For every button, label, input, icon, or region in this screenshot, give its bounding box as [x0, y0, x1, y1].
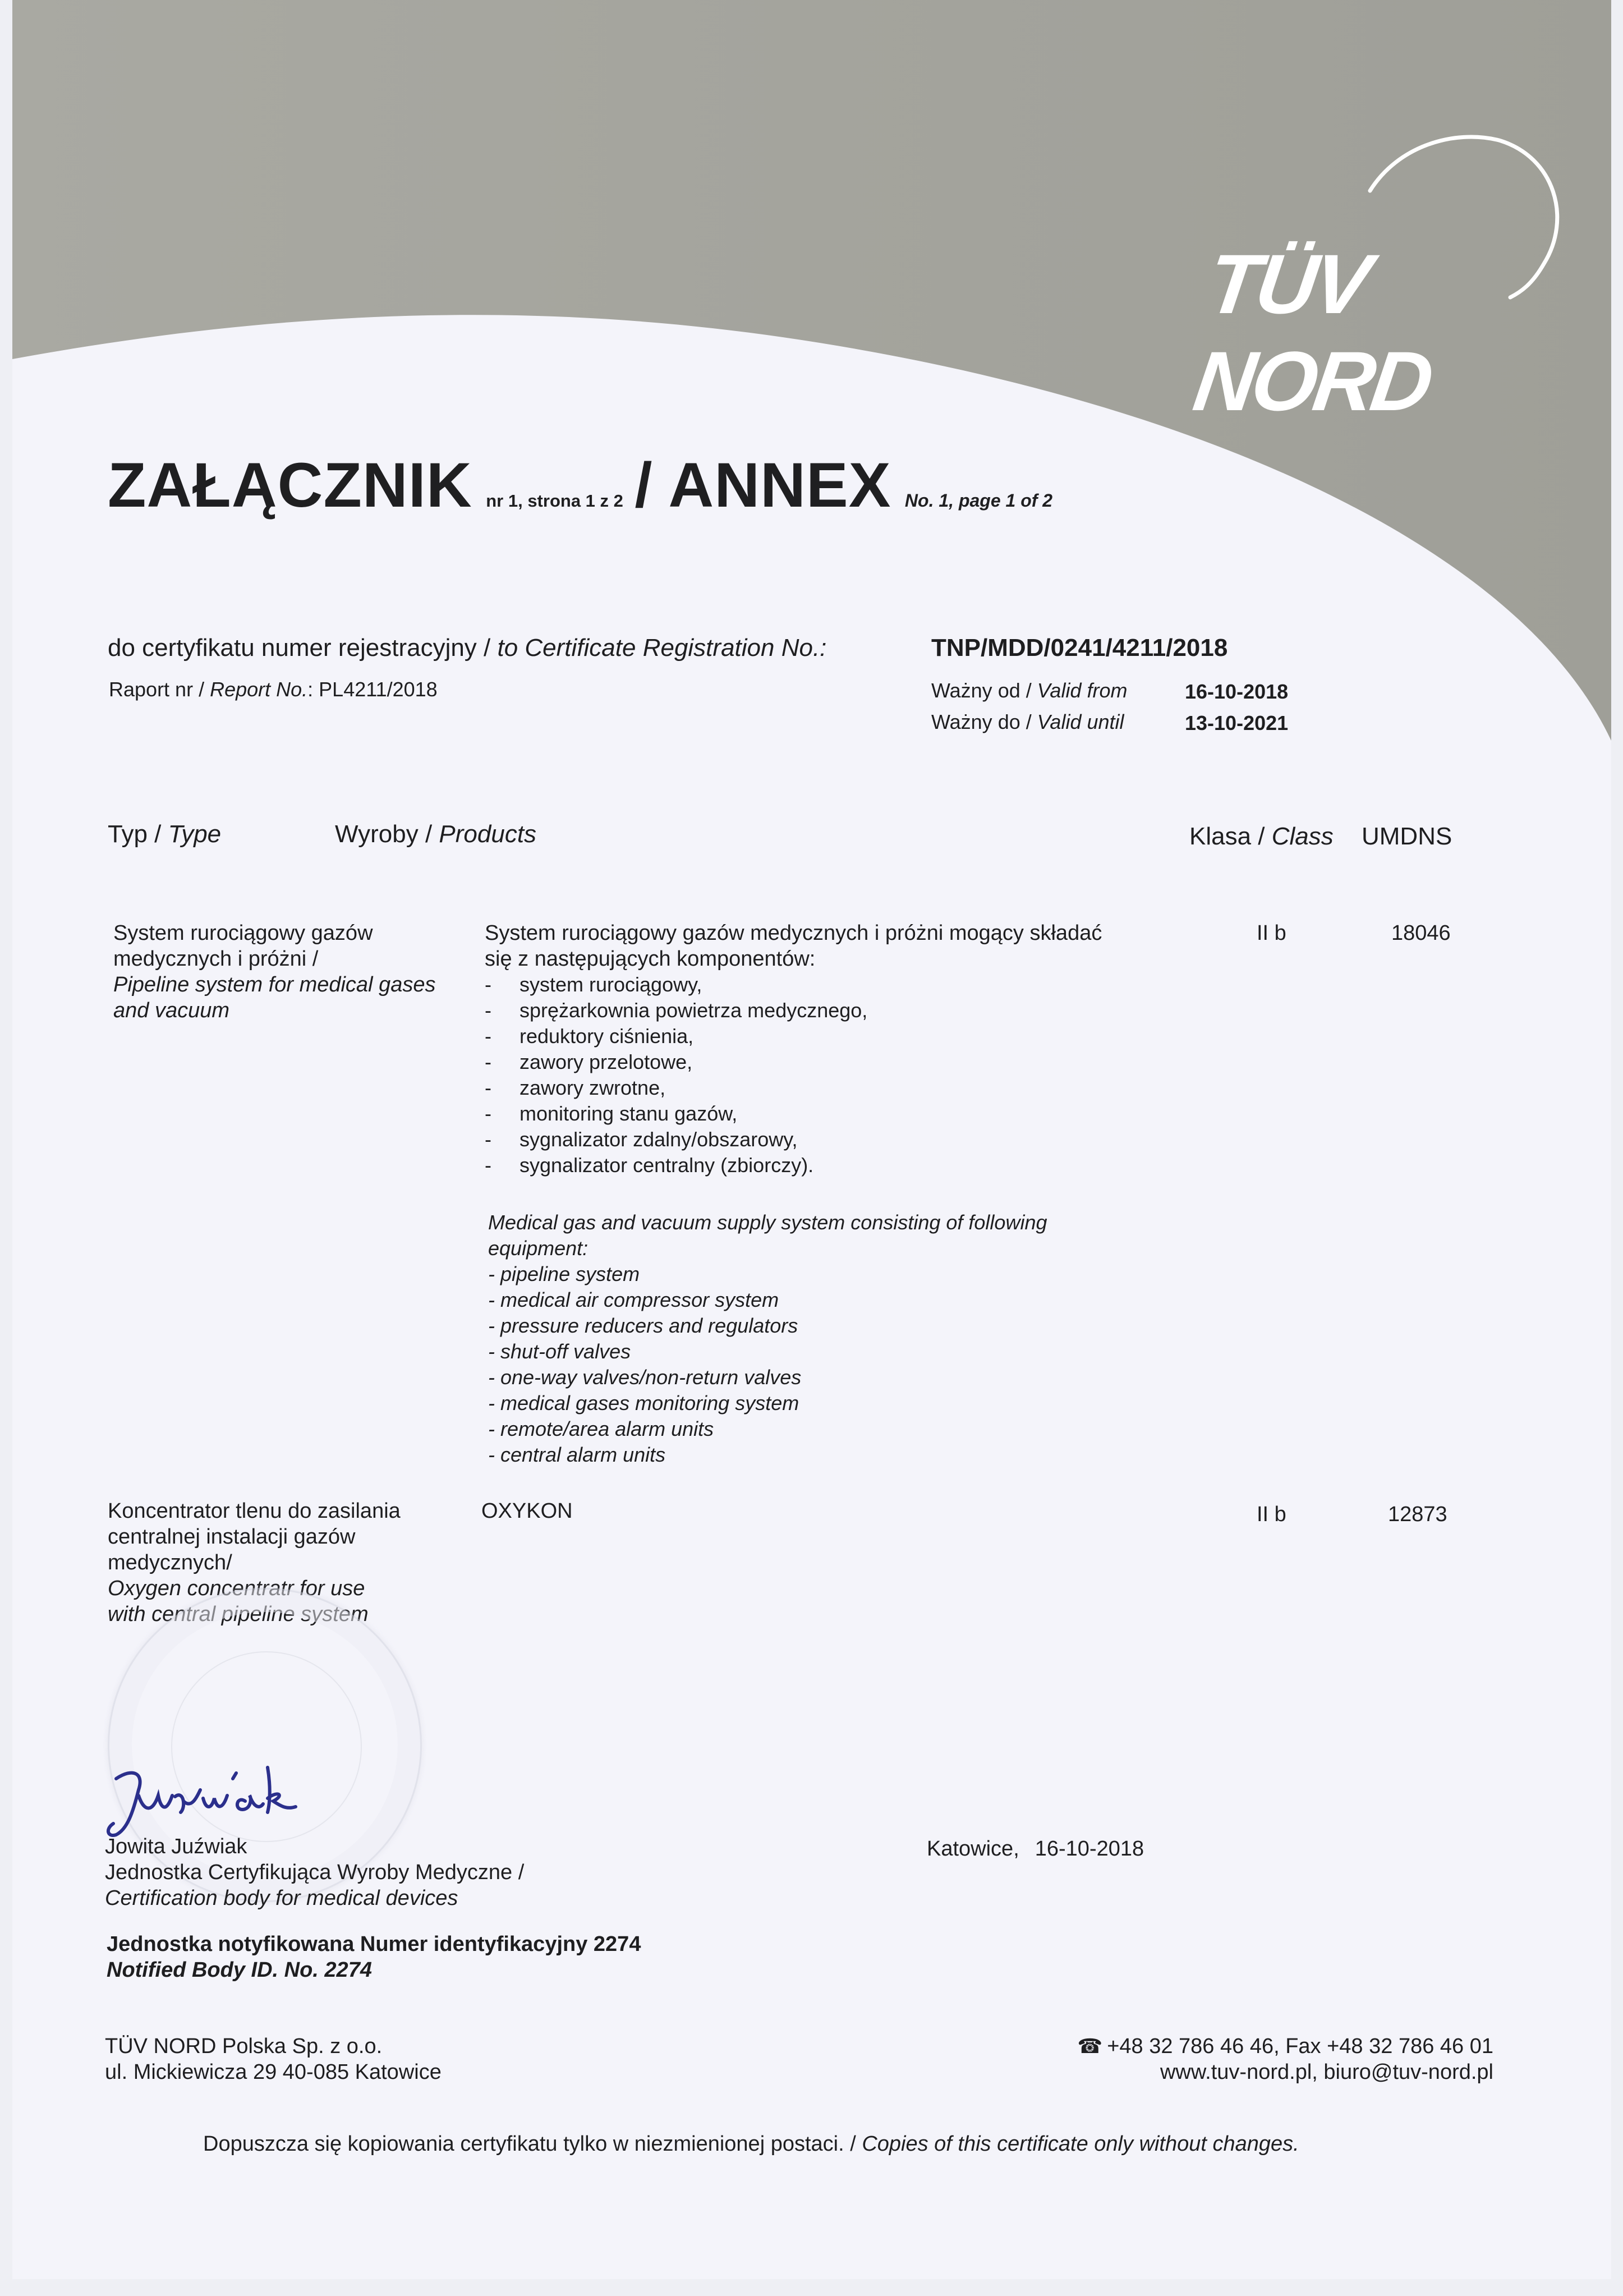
list-item: - sprężarkownia powietrza medycznego, [485, 999, 868, 1022]
place-date: Katowice, 16-10-2018 [927, 1837, 1144, 1861]
list-item: - reduktory ciśnienia, [485, 1025, 694, 1048]
row1-product-en: Medical gas and vacuum supply system consisting of following equipment: - pipeline system - medical air compressor system - pressure reducers and regulators - shut-off valves - one-way valves/non-return valves - medical gases monitoring system - remote/area alarm units - central alarm units [488, 1211, 1047, 1466]
valid-from-label: Ważny od / Valid from [931, 679, 1128, 702]
row1-umdns: 18046 [1391, 921, 1451, 945]
valid-until-label: Ważny do / Valid until [931, 710, 1124, 733]
valid-from-value: 16-10-2018 [1185, 680, 1289, 703]
tuv-nord-logo [1185, 123, 1566, 428]
header-type: Typ / Type [108, 820, 222, 848]
company-contact: ☎ +48 32 786 46 46, Fax +48 32 786 46 01 www.tuv-nord.pl, biuro@tuv-nord.pl [1077, 2035, 1493, 2084]
logo-text: TÜV NORD [1188, 237, 1436, 428]
certificate-label: do certyfikatu numer rejestracyjny / to Certificate Registration No.: [108, 634, 827, 662]
title-en: / ANNEX [635, 450, 891, 520]
page-title [108, 449, 1052, 521]
list-item: - sygnalizator centralny (zbiorczy). [485, 1154, 814, 1177]
notified-body: Jednostka notyfikowana Numer identyfikacyjny 2274 Notified Body ID. No. 2274 [107, 1932, 641, 1982]
valid-until-value: 13-10-2021 [1185, 711, 1289, 734]
title-pl: ZAŁĄCZNIK [108, 450, 472, 520]
list-item: - system rurociągowy, [485, 973, 702, 996]
certificate-page [12, 0, 1611, 2279]
list-item: - zawory zwrotne, [485, 1076, 666, 1099]
footer-note: Dopuszcza się kopiowania certyfikatu tylko w niezmienionej postaci. / Copies of this certificate only without changes. [203, 2132, 1299, 2156]
list-item: - monitoring stanu gazów, [485, 1102, 738, 1125]
signatory-name: Jowita Juźwiak [105, 1835, 247, 1858]
telephone-icon: ☎ [1077, 2035, 1103, 2058]
list-item: - sygnalizator zdalny/obszarowy, [485, 1128, 798, 1151]
row2-umdns: 12873 [1388, 1503, 1447, 1526]
row2-product: OXYKON [481, 1499, 573, 1523]
signatory-body-pl: Jednostka Certyfikująca Wyroby Medyczne / [105, 1861, 525, 1884]
title-en-sub: No. 1, page 1 of 2 [904, 490, 1053, 511]
header-class: Klasa / Class [1189, 823, 1334, 850]
list-item: - zawory przelotowe, [485, 1050, 693, 1073]
header-products: Wyroby / Products [335, 820, 537, 848]
title-pl-sub: nr 1, strona 1 z 2 [486, 491, 623, 511]
certificate-number: TNP/MDD/0241/4211/2018 [931, 634, 1228, 662]
row1-class: II b [1257, 921, 1286, 945]
handwritten-signature [99, 1756, 301, 1840]
header-umdns: UMDNS [1362, 823, 1452, 850]
company-address: TÜV NORD Polska Sp. z o.o. ul. Mickiewicza 29 40-085 Katowice [105, 2035, 442, 2084]
row2-type: Koncentrator tlenu do zasilania centralnej instalacji gazów medycznych/ Oxygen concentratr for use with central pipeline system [108, 1499, 401, 1626]
report-number: Raport nr / Report No.: PL4211/2018 [109, 678, 438, 701]
row2-class: II b [1257, 1503, 1286, 1526]
signatory-block [105, 1834, 524, 1911]
row1-product-pl: System rurociągowy gazów medycznych i próżni mogący składać się z następujących komponentów: - system rurociągowy, - sprężarkownia powietrza medycznego, - reduktory ciśnienia, - zawory przelotowe, - zawory zwrotne, - monitoring stanu gazów, - sygnalizator zdalny/obszarowy, - sygnalizator centralny (zbiorczy). [485, 920, 1102, 1178]
signatory-body-en: Certification body for medical devices [105, 1886, 458, 1910]
row1-type: System rurociągowy gazów medycznych i próżni / Pipeline system for medical gases and vacuum [113, 921, 436, 1022]
